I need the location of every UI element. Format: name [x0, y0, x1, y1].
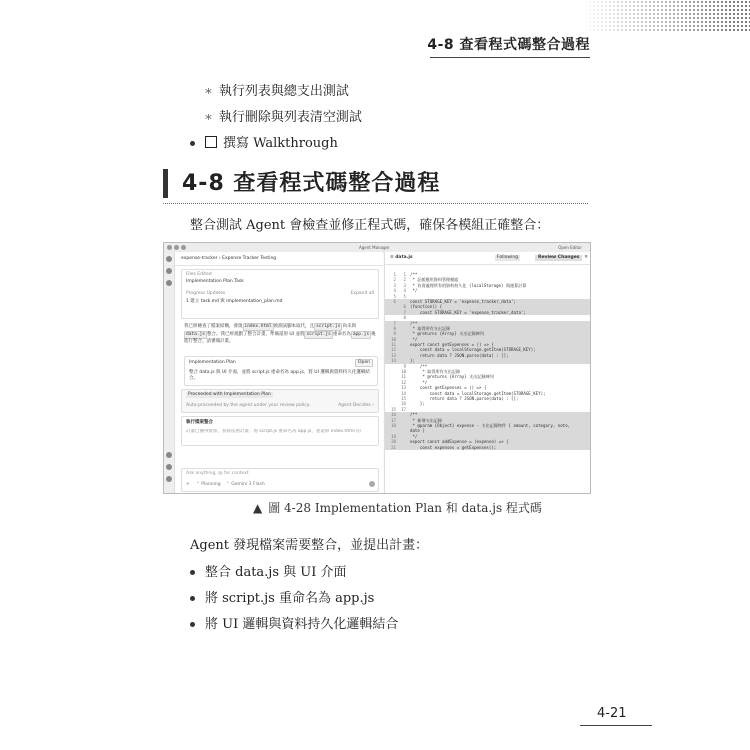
code-text: /**: [410, 320, 418, 326]
new-line-number: 17: [401, 406, 406, 412]
bullet-icon: [190, 596, 195, 601]
checklist-item: 撰寫 Walkthrough: [190, 132, 338, 151]
zoom-icon: [181, 245, 186, 250]
chat-input-box[interactable]: [181, 468, 379, 492]
old-line-number: 3: [393, 282, 396, 288]
review-changes-button[interactable]: Review Changes: [535, 255, 582, 261]
code-text: date }: [410, 428, 425, 434]
code-text: * 負責處理所有的資料持久化 (localStorage) 與運算計算: [410, 282, 527, 288]
new-line-number: 16: [401, 401, 406, 407]
asterisk-icon: ∗: [204, 84, 213, 99]
plan-item: 整合 data.js 與 UI 介面: [190, 561, 347, 580]
old-line-number: 12: [391, 347, 396, 353]
account-icon[interactable]: [166, 464, 172, 470]
add-context-icon[interactable]: +: [186, 482, 190, 487]
new-line-number: 3: [403, 282, 406, 288]
plan-card-title: Implementation Plan: [189, 360, 236, 365]
close-panel-icon[interactable]: ✕: [584, 255, 588, 260]
bullet-icon: [190, 570, 195, 575]
checklist-subitem: ∗ 執行刪除與列表清空測試: [204, 110, 362, 125]
header-rule: [430, 57, 590, 58]
old-line-number: 20: [391, 439, 396, 445]
agent-decides-dropdown[interactable]: Agent Decides ›: [338, 403, 374, 408]
new-line-number: 1: [403, 272, 406, 277]
code-text: */: [410, 288, 418, 294]
new-line-number: 9: [403, 363, 406, 369]
open-editor-button[interactable]: Open Editor: [558, 245, 582, 250]
old-line-number: 16: [391, 412, 396, 418]
running-task-card: [181, 416, 379, 446]
code-text: return data ? JSON.parse(data) : [];: [410, 395, 519, 401]
new-line-number: 15: [401, 395, 406, 401]
open-button[interactable]: Open: [355, 359, 373, 367]
code-line: [385, 445, 591, 450]
figure-caption: ▲ 圖 4-28 Implementation Plan 和 data.js 程式碼: [253, 501, 542, 515]
old-line-number: 10: [391, 336, 396, 342]
new-line-number: 7: [403, 309, 406, 315]
code-text: * @param {Object} expense - 支出記錄物件 { amount, category, note,: [410, 422, 571, 428]
settings-icon[interactable]: [166, 476, 172, 482]
code-text: };: [410, 358, 415, 364]
new-line-number: 13: [401, 385, 406, 391]
expand-all-link[interactable]: Expand all: [350, 291, 374, 296]
code-diff-view: [385, 272, 591, 450]
code-text: * 新增支出記錄: [410, 417, 442, 423]
inbox-icon[interactable]: [166, 256, 172, 262]
old-line-number: 5: [393, 293, 396, 299]
activity-sidebar: [164, 252, 175, 493]
old-line-number: 2: [393, 277, 396, 283]
old-line-number: 4: [393, 288, 396, 294]
old-line-number: 9: [393, 331, 396, 337]
progress-label: Progress Updates: [186, 291, 226, 296]
history-icon[interactable]: [166, 280, 172, 286]
code-text: const STORAGE_KEY = 'expense_tracker_data';: [410, 309, 526, 315]
old-line-number: 11: [391, 342, 396, 348]
new-line-number: 4: [403, 288, 406, 294]
old-line-number: 1: [393, 272, 396, 277]
footer-rule: [580, 725, 652, 726]
code-text: /**: [410, 363, 428, 369]
code-text: export const addExpense = (expense) => {: [410, 439, 509, 445]
checkbox-icon: [205, 136, 217, 148]
old-line-number: 13: [391, 352, 396, 358]
breadcrumb: expense-tracker › Expense Tracker Testing: [181, 256, 277, 261]
new-line-number: 11: [401, 374, 406, 380]
window-title: Agent Manager: [359, 245, 390, 250]
code-text: * 取得所有支出記錄: [410, 325, 451, 331]
bullet-icon: [190, 622, 195, 627]
old-line-number: 14: [391, 358, 396, 364]
task-text: 計畫已獲得批准，我將依照計畫：將 script.js 重命名為 app.js，並還原 index.html 的: [186, 429, 361, 434]
plan-card-text: 整合 data.js 與 UI 介面，並將 script.js 重命名為 app.js，將 UI 邏輯與資料持久化邏輯結合。: [189, 370, 370, 381]
agent-message: 我已經檢查了檔案結構，發現 index.html 被測試腳本取代，且 script.js 尚未與data.js 整合。我已經規劃了整合計畫，準備還原 UI 並將 script.js 重命名為 app.js 後進行整合。請審閱計畫。: [184, 324, 376, 344]
code-text: return data ? JSON.parse(data) : [];: [410, 352, 509, 358]
old-line-number: 6: [393, 298, 396, 304]
plan-card: [184, 356, 378, 386]
asterisk-icon: ∗: [204, 110, 213, 125]
mode-selector[interactable]: ⌃ Planning: [196, 482, 221, 487]
old-line-number: 19: [391, 433, 396, 439]
file-tab[interactable]: ≡ data.js: [390, 255, 413, 260]
code-text: (function() {: [410, 304, 443, 310]
old-line-number: 17: [391, 417, 396, 423]
send-icon[interactable]: [369, 481, 375, 487]
new-line-number: 2: [403, 277, 406, 283]
old-line-number: 18: [391, 422, 396, 428]
code-text: };: [410, 401, 425, 407]
agent-conversation-panel: [175, 252, 383, 493]
progress-item: 1 建立 task.md 與 implementation_plan.md: [186, 299, 283, 304]
section-rule: [163, 203, 588, 204]
task-summary-card: [181, 269, 379, 319]
old-line-number: 7: [393, 320, 396, 326]
page-number: 4-21: [597, 706, 627, 721]
code-text: const data = localStorage.getItem(STORAGE_KEY);: [410, 347, 536, 353]
code-text: const expenses = getExpenses();: [410, 444, 497, 450]
model-selector[interactable]: ⌃ Gemini 3 Flash: [226, 482, 265, 487]
corner-dot-pattern: [580, 0, 750, 32]
new-line-number: 12: [401, 379, 406, 385]
plan-intro: Agent 發現檔案需要整合，並提出計畫：: [190, 538, 429, 553]
proceeded-card: [181, 389, 379, 413]
new-line-number: 10: [401, 369, 406, 375]
plan-item: 將 script.js 重命名為 app.js: [190, 587, 374, 606]
code-text: */: [410, 379, 428, 385]
code-text: */: [410, 336, 418, 342]
minimize-icon: [174, 245, 179, 250]
agent-icon[interactable]: [166, 268, 172, 274]
running-header: 4-8 查看程式碼整合過程: [427, 37, 590, 53]
code-text: /**: [410, 412, 418, 418]
plan-item: 將 UI 邏輯與資料持久化邏輯結合: [190, 613, 398, 632]
new-line-number: 14: [401, 390, 406, 396]
browser-icon[interactable]: [166, 452, 172, 458]
task-title: 執行檔案整合: [186, 420, 213, 425]
intro-paragraph: 整合測試 Agent 會檢查並修正程式碼，確保各模組正確整合：: [190, 218, 550, 233]
figure-screenshot: [163, 242, 591, 494]
checklist-subitem: ∗ 執行列表與總支出測試: [204, 84, 349, 99]
code-text: const data = localStorage.getItem(STORAGE_KEY);: [410, 390, 546, 396]
code-text: * 取得所有支出記錄: [410, 369, 461, 375]
chat-input[interactable]: Ask anything, @ for context: [186, 471, 249, 476]
close-icon: [167, 245, 172, 250]
code-text: */: [410, 433, 418, 439]
old-line-number: 21: [391, 444, 396, 450]
triangle-up-icon: ▲: [253, 501, 263, 515]
new-line-number: 5: [403, 293, 406, 299]
following-toggle[interactable]: Following: [497, 255, 519, 260]
new-line-number: 6: [403, 304, 406, 310]
code-text: * @returns {Array} 支出記錄陣列: [410, 374, 494, 380]
new-line-number: 8: [403, 315, 406, 321]
files-edited-list[interactable]: Implementation Plan Task: [186, 279, 244, 284]
proceeded-label: Proceeded with Implementation Plan: [188, 392, 271, 397]
files-edited-label: Files Edited: [186, 272, 212, 277]
section-title: 4-8 查看程式碼整合過程: [163, 169, 440, 198]
code-text: const getExpenses = () => {: [410, 385, 487, 391]
bullet-icon: [190, 141, 195, 146]
code-text: /**: [410, 272, 418, 277]
code-text: export const getExpenses = () => {: [410, 342, 494, 348]
auto-proceed-note: Auto-proceeded by the agent under your review policy.: [186, 403, 311, 408]
old-line-number: 8: [393, 325, 396, 331]
code-text: * @returns {Array} 支出記錄陣列: [410, 331, 484, 337]
old-line-number: 15: [391, 406, 396, 412]
code-text: const STORAGE_KEY = 'expense_tracker_data';: [410, 298, 516, 304]
code-review-panel: [384, 252, 591, 493]
code-text: * 記帳應用資料管理模組: [410, 277, 459, 283]
